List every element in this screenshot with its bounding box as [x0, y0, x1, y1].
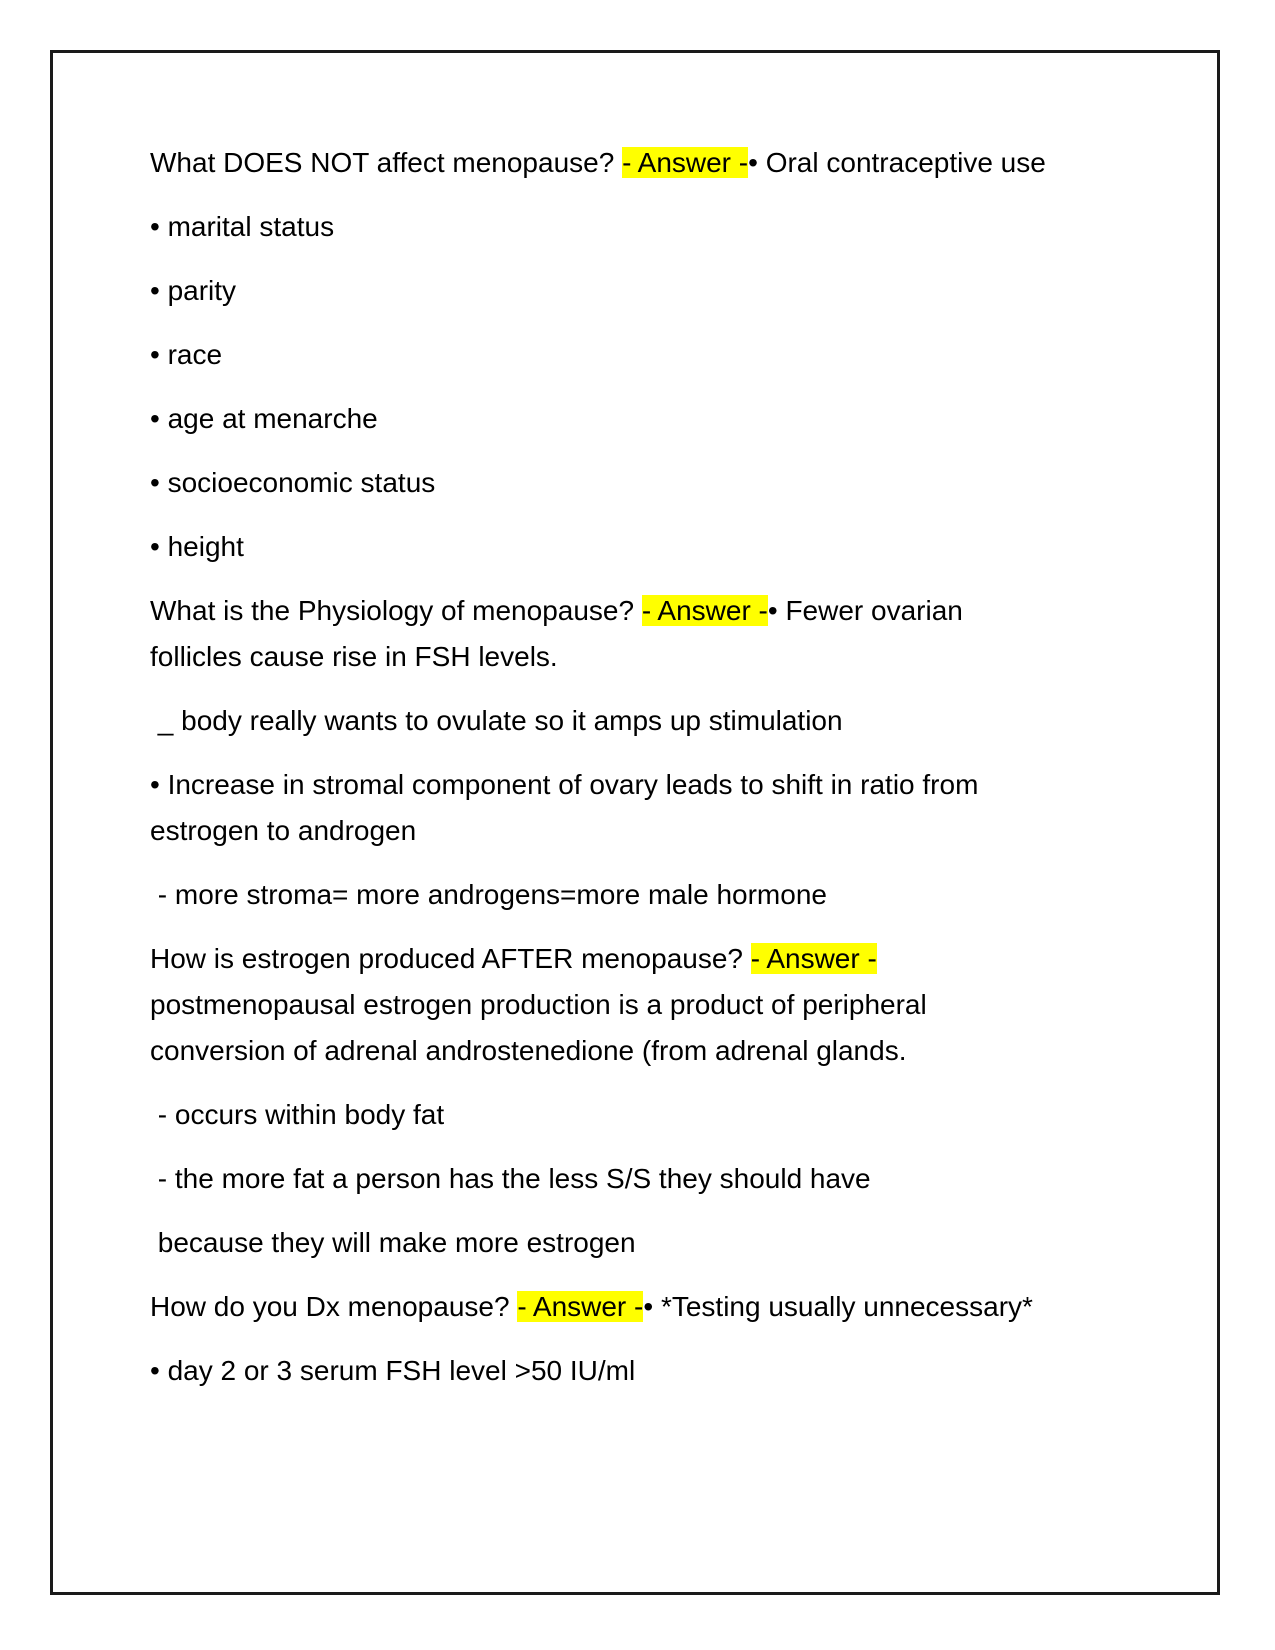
question-line [150, 1290, 1033, 1324]
question-text: What DOES NOT affect menopause? [150, 147, 615, 178]
list-item: • day 2 or 3 serum FSH level >50 IU/ml [150, 1355, 636, 1386]
answer-highlight: - Answer - [517, 1291, 644, 1322]
list-item: • race [150, 339, 223, 370]
answer-text: • Fewer ovarian [767, 595, 963, 626]
question-text: What is the Physiology of menopause? [150, 595, 635, 626]
list-item: • parity [150, 275, 237, 306]
answer-line: follicles cause rise in FSH levels. [150, 641, 558, 672]
answer-highlight: - Answer - [622, 147, 749, 178]
note-line: - the more fat a person has the less S/S they should have [150, 1163, 871, 1194]
list-item: • socioeconomic status [150, 467, 436, 498]
list-item: • age at menarche [150, 403, 378, 434]
list-item: • marital status [150, 211, 335, 242]
question-text: How do you Dx menopause? [150, 1291, 510, 1322]
question-line [150, 942, 877, 976]
answer-line: conversion of adrenal androstenedione (from adrenal glands. [150, 1035, 907, 1066]
list-item: • Increase in stromal component of ovary leads to shift in ratio from [150, 769, 979, 800]
question-text: How is estrogen produced AFTER menopause? [150, 943, 743, 974]
note-line: _ body really wants to ovulate so it amps up stimulation [150, 705, 843, 736]
answer-text: • Oral contraceptive use [748, 147, 1046, 178]
answer-highlight: - Answer - [641, 595, 768, 626]
answer-line: postmenopausal estrogen production is a product of peripheral [150, 989, 927, 1020]
list-item: • height [150, 531, 244, 562]
answer-highlight: - Answer - [750, 943, 877, 974]
note-line: estrogen to androgen [150, 815, 417, 846]
question-line [150, 146, 1046, 180]
note-line: because they will make more estrogen [150, 1227, 636, 1258]
note-line: - more stroma= more androgens=more male hormone [150, 879, 827, 910]
note-line: - occurs within body fat [150, 1099, 445, 1130]
answer-text: • *Testing usually unnecessary* [643, 1291, 1033, 1322]
question-line [150, 594, 963, 628]
